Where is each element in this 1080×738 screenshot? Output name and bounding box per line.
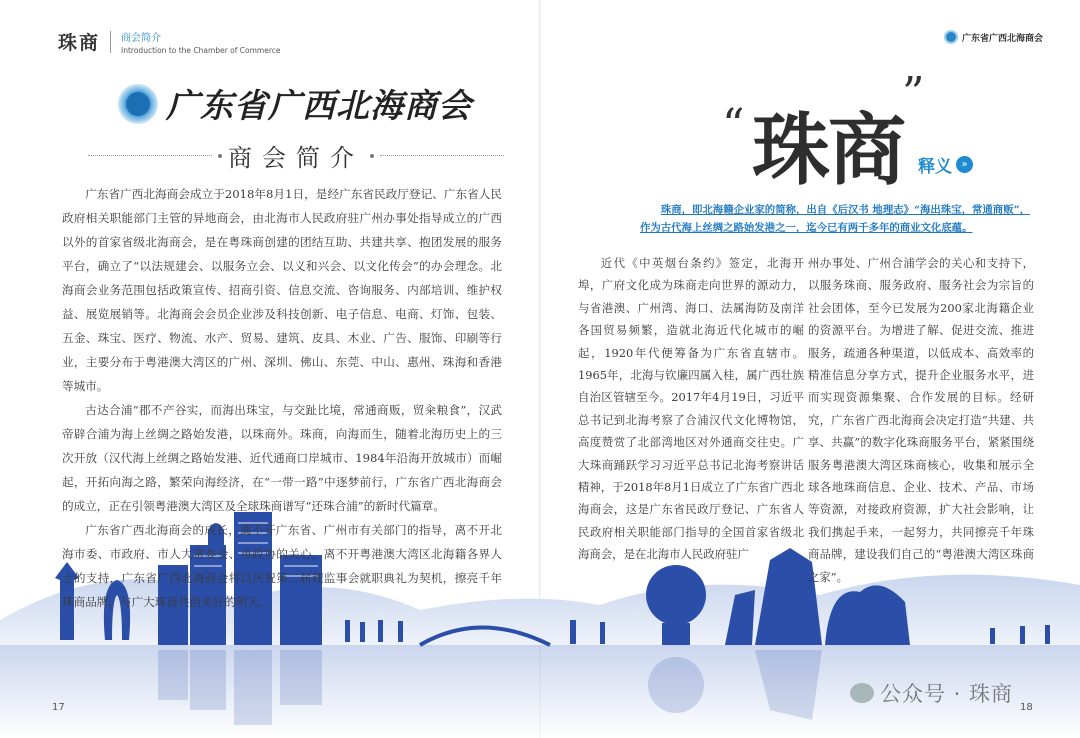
org-title <box>118 80 472 127</box>
column-text: 州办事处、广州合浦学会的关心和支持下，以服务珠商、服务政府、服务社会为宗旨的社会团体，至今已发展为200家北海籍企业的资源平台。为增进了解、促进交流、推进服务，疏通各种渠道，以低成本、高效率的精准信息分享方式，提升企业服务水平，进而实现资源集聚、合作发展的目标。经研究，广东省广西北海商会决定打造“共建、共享、共赢”的数字化珠商服务平台，紧紧围绕服务粤港澳大湾区珠商核心，收集和展示全球各地珠商信息、企业、技术、产品、市场等资源，对接政府资源，扩大社会影响，让我们携起手来，一起努力，共同擦亮千年珠商品牌，建设我们自己的“粤港澳大湾区珠商之家”。 <box>808 256 1034 584</box>
bullet-dot <box>218 154 222 158</box>
dotted-rule <box>88 155 212 156</box>
header-divider <box>110 31 111 53</box>
open-quote: “ <box>722 100 745 151</box>
header-section-en: Introduction to the Chamber of Commerce <box>121 45 281 55</box>
header-right-logo-text: 广东省广西北海商会 <box>962 33 1044 44</box>
section-title-text: 商会简介 <box>228 144 364 172</box>
definition-highlight <box>640 201 1030 237</box>
article-column-2 <box>808 252 1034 588</box>
intro-paragraph: 古达合浦“郡不产谷实，而海出珠宝，与交趾比境，常通商贩，贸籴粮食”，汉武帝辟合浦为海上丝绸之路始发港，以珠商外。珠商，向海而生，随着北海历史上的三次开放（汉代海上丝绸之路始发港、近代通商口岸城市、1984年沿海开放城市）而崛起，开拓向海之路，繁荣向海经济，在“一带一路”中逐梦前行，广东省广西北海商会的成立，正在引领粤港澳大湾区及全球珠商谱写“还珠合浦”的新时代篇章。 <box>62 403 502 513</box>
globe-base <box>662 623 690 645</box>
page-number-left: 17 <box>52 702 65 713</box>
close-quote: ” <box>902 68 925 119</box>
bullet-dot <box>370 154 374 158</box>
title-text: 珠商 <box>752 105 905 196</box>
intro-paragraph: 广东省广西北海商会的成长，离不开广东省、广州市有关部门的指导，离不开北海市委、市政府、市人大常委会、市政协的关心，离不开粤港澳大湾区北海籍各界人士的支持，广东省广西北海商会将以庆祝第二届理监事会就职典礼为契机，擦亮千年珠商品牌，与广大珠商共创美好的明天。 <box>62 523 502 609</box>
article-column-1 <box>578 252 804 566</box>
running-header-right <box>944 30 1043 44</box>
intro-paragraph: 广东省广西北海商会成立于2018年8月1日，是经广东省民政厅登记、广东省人民政府相关职能部门主管的异地商会，由北海市人民政府驻广州办事处指导成立的广西以外的首家省级北海商会，是在粤珠商创建的团结互助、共建共享、抱团发展的服务平台，确立了“以法规建会、以服务立会、以义和兴会、以文化传会”的办会理念。北海商会业务范围包括政策宣传、招商引资、信息交流、咨询服务、内部培训、维护权益、展览展销等。北海商会会员企业涉及科技创新、电子信息、电商、灯饰、包装、五金、珠宝、医疗、物流、水产、贸易、建筑、皮具、木业、广告、服饰、印刷等行业，主要分布于粤港澳大湾区的广州、深圳、佛山、东莞、中山、惠州、珠海和香港等城市。 <box>62 187 502 393</box>
subtitle-text: 释义 <box>918 157 952 177</box>
running-header-left <box>58 28 280 55</box>
header-section-cn: 商会简介 <box>121 32 162 44</box>
chamber-logo-icon <box>944 30 958 44</box>
org-name: 广东省广西北海商会 <box>166 86 472 125</box>
dotted-rule <box>380 155 504 156</box>
intro-body <box>62 182 502 614</box>
subtitle <box>918 152 973 177</box>
chevron-double-down-icon: » <box>956 156 973 173</box>
watermark-text: 公众号 · 珠商 <box>880 682 1014 706</box>
definition-text: 珠商，即北海籍企业家的简称，出自《后汉书 地理志》“海出珠宝，常通商贩”，作为古代海上丝绸之路始发港之一，迄今已有两千多年的商业文化底蕴。 <box>640 204 1030 234</box>
header-brand: 珠商 <box>58 32 101 54</box>
globe-sculpture <box>646 565 706 625</box>
section-title <box>88 138 504 173</box>
column-text: 近代《中英烟台条约》签定，北海开埠，广府文化成为珠商走向世界的源动力，与省港澳、广州湾、海口、法属海防及南洋各国贸易频繁，造就北海近代化城市的崛起，1920年代便筹备为广东省直辖市。1965年，北海与钦廉四属入桂，属广西壮族自治区管辖至今。2017年4月19日，习近平总书记到北海考察了合浦汉代文化博物馆，高度赞赏了北部湾地区对外通商交往史。广大珠商踊跃学习习近平总书记北海考察讲话精神，于2018年8月1日成立了广东省广西北海商会，这是广东省民政厅登记、广东省人民政府相关职能部门指导的全国首家省级北海商会，是在北海市人民政府驻广 <box>578 256 804 562</box>
chamber-seal-icon <box>118 84 158 124</box>
page-number-right: 18 <box>1020 702 1033 713</box>
watermark <box>850 678 1013 708</box>
wechat-icon <box>850 683 874 703</box>
